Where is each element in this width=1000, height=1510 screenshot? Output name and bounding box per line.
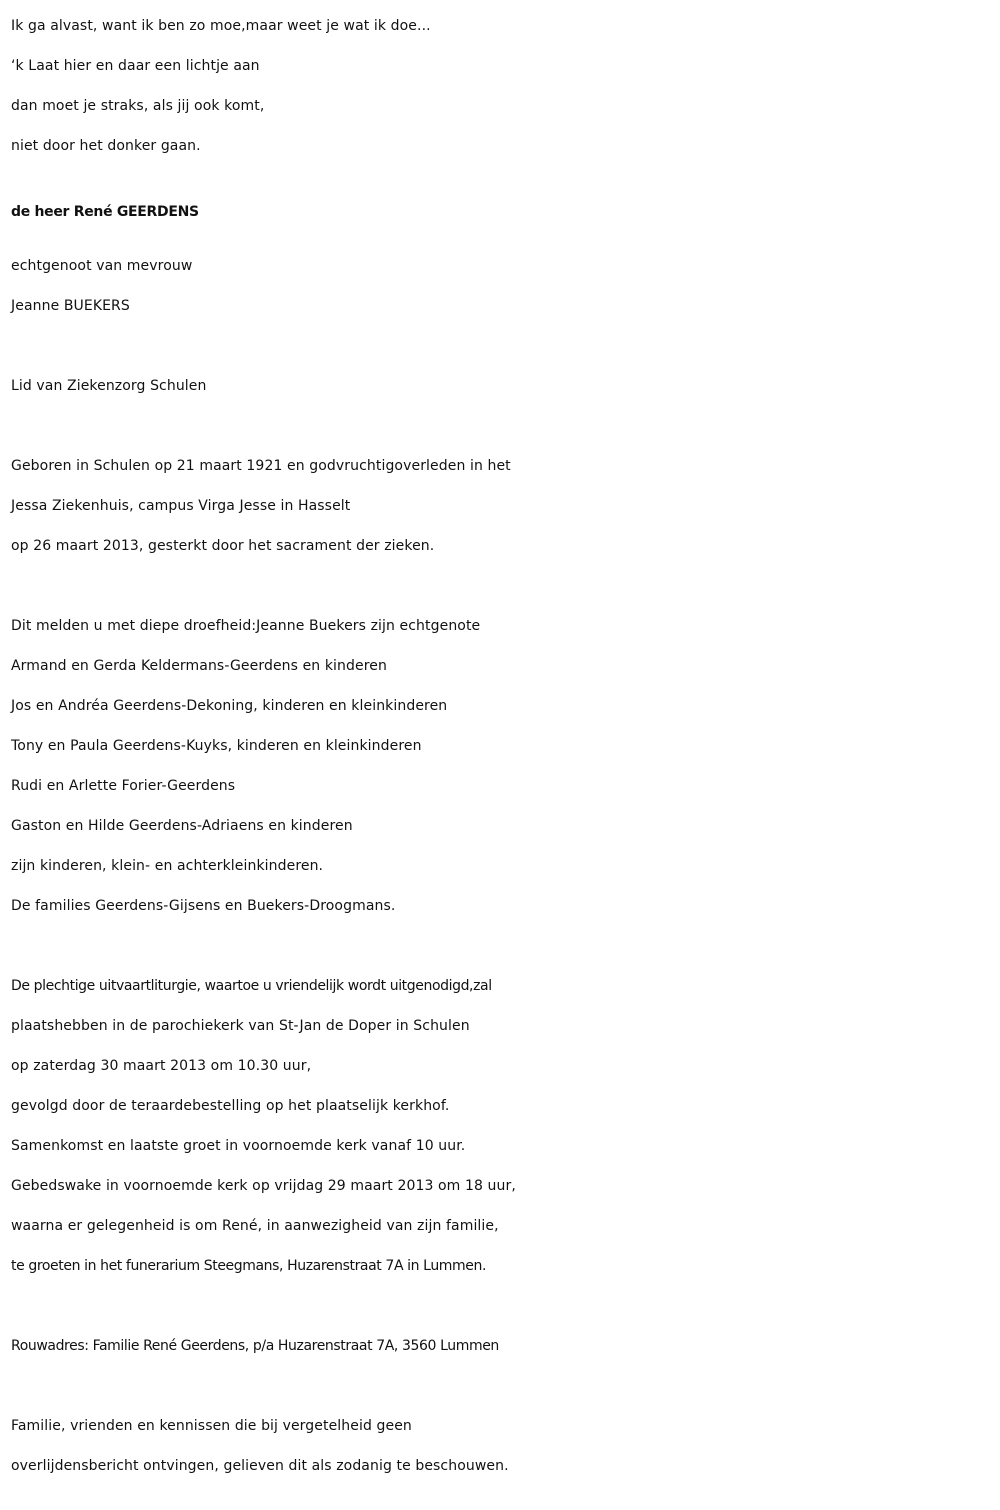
poem-line: Ik ga alvast, want ik ben zo moe,maar weet je wat ik doe... (11, 18, 431, 34)
spouse-line: Jeanne BUEKERS (11, 298, 130, 314)
family-line: De families Geerdens-Gijsens en Buekers-Droogmans. (11, 898, 396, 914)
poem-line: dan moet je straks, als jij ook komt, (11, 98, 265, 114)
family-line: Gaston en Hilde Geerdens-Adriaens en kinderen (11, 818, 353, 834)
funeral-line: Samenkomst en laatste groet in voornoemde kerk vanaf 10 uur. (11, 1138, 466, 1154)
birth-death-line: Jessa Ziekenhuis, campus Virga Jesse in Hasselt (11, 498, 351, 514)
funeral-line: plaatshebben in de parochiekerk van St-Jan de Doper in Schulen (11, 1018, 470, 1034)
deceased-name-block (11, 184, 996, 246)
family-line: Rudi en Arlette Forier-Geerdens (11, 778, 236, 794)
family-line: Tony en Paula Geerdens-Kuyks, kinderen en kleinkinderen (11, 738, 422, 754)
deceased-name: de heer René GEERDENS (11, 204, 199, 220)
poem-line: ‘k Laat hier en daar een lichtje aan (11, 58, 260, 74)
spacer (11, 406, 996, 446)
funeral-line: te groeten in het funerarium Steegmans, Huzarenstraat 7A in Lummen. (11, 1258, 487, 1274)
membership: Lid van Ziekenzorg Schulen (11, 378, 207, 394)
obituary-notice (11, 6, 996, 1486)
family-line: Armand en Gerda Keldermans-Geerdens en kinderen (11, 658, 387, 674)
funeral-line: Gebedswake in voornoemde kerk op vrijdag 29 maart 2013 om 18 uur, (11, 1178, 516, 1194)
poem-line: niet door het donker gaan. (11, 138, 201, 154)
family-line: Jos en Andréa Geerdens-Dekoning, kinderen en kleinkinderen (11, 698, 448, 714)
funeral-line: De plechtige uitvaartliturgie, waartoe u vriendelijk wordt uitgenodigd,zal (11, 978, 492, 994)
mourning-address: Rouwadres: Familie René Geerdens, p/a Huzarenstraat 7A, 3560 Lummen (11, 1338, 499, 1354)
closing-block (11, 1406, 996, 1486)
family-block (11, 606, 996, 926)
spacer (11, 1286, 996, 1326)
birth-death-line: Geboren in Schulen op 21 maart 1921 en godvruchtigoverleden in het (11, 458, 511, 474)
closing-line: Familie, vrienden en kennissen die bij vergetelheid geen (11, 1418, 412, 1434)
closing-line: overlijdensbericht ontvingen, gelieven dit als zodanig te beschouwen. (11, 1458, 509, 1474)
family-line: zijn kinderen, klein- en achterkleinkinderen. (11, 858, 324, 874)
birth-death-line: op 26 maart 2013, gesterkt door het sacrament der zieken. (11, 538, 435, 554)
funeral-line: op zaterdag 30 maart 2013 om 10.30 uur, (11, 1058, 312, 1074)
spouse-block (11, 246, 996, 326)
birth-death-block (11, 446, 996, 566)
spacer (11, 326, 996, 366)
funeral-line: waarna er gelegenheid is om René, in aanwezigheid van zijn familie, (11, 1218, 499, 1234)
family-line: Dit melden u met diepe droefheid:Jeanne Buekers zijn echtgenote (11, 618, 481, 634)
spouse-line: echtgenoot van mevrouw (11, 258, 193, 274)
funeral-block (11, 966, 996, 1286)
funeral-line: gevolgd door de teraardebestelling op het plaatselijk kerkhof. (11, 1098, 450, 1114)
spacer (11, 566, 996, 606)
poem (11, 6, 996, 166)
spacer (11, 1366, 996, 1406)
spacer (11, 926, 996, 966)
